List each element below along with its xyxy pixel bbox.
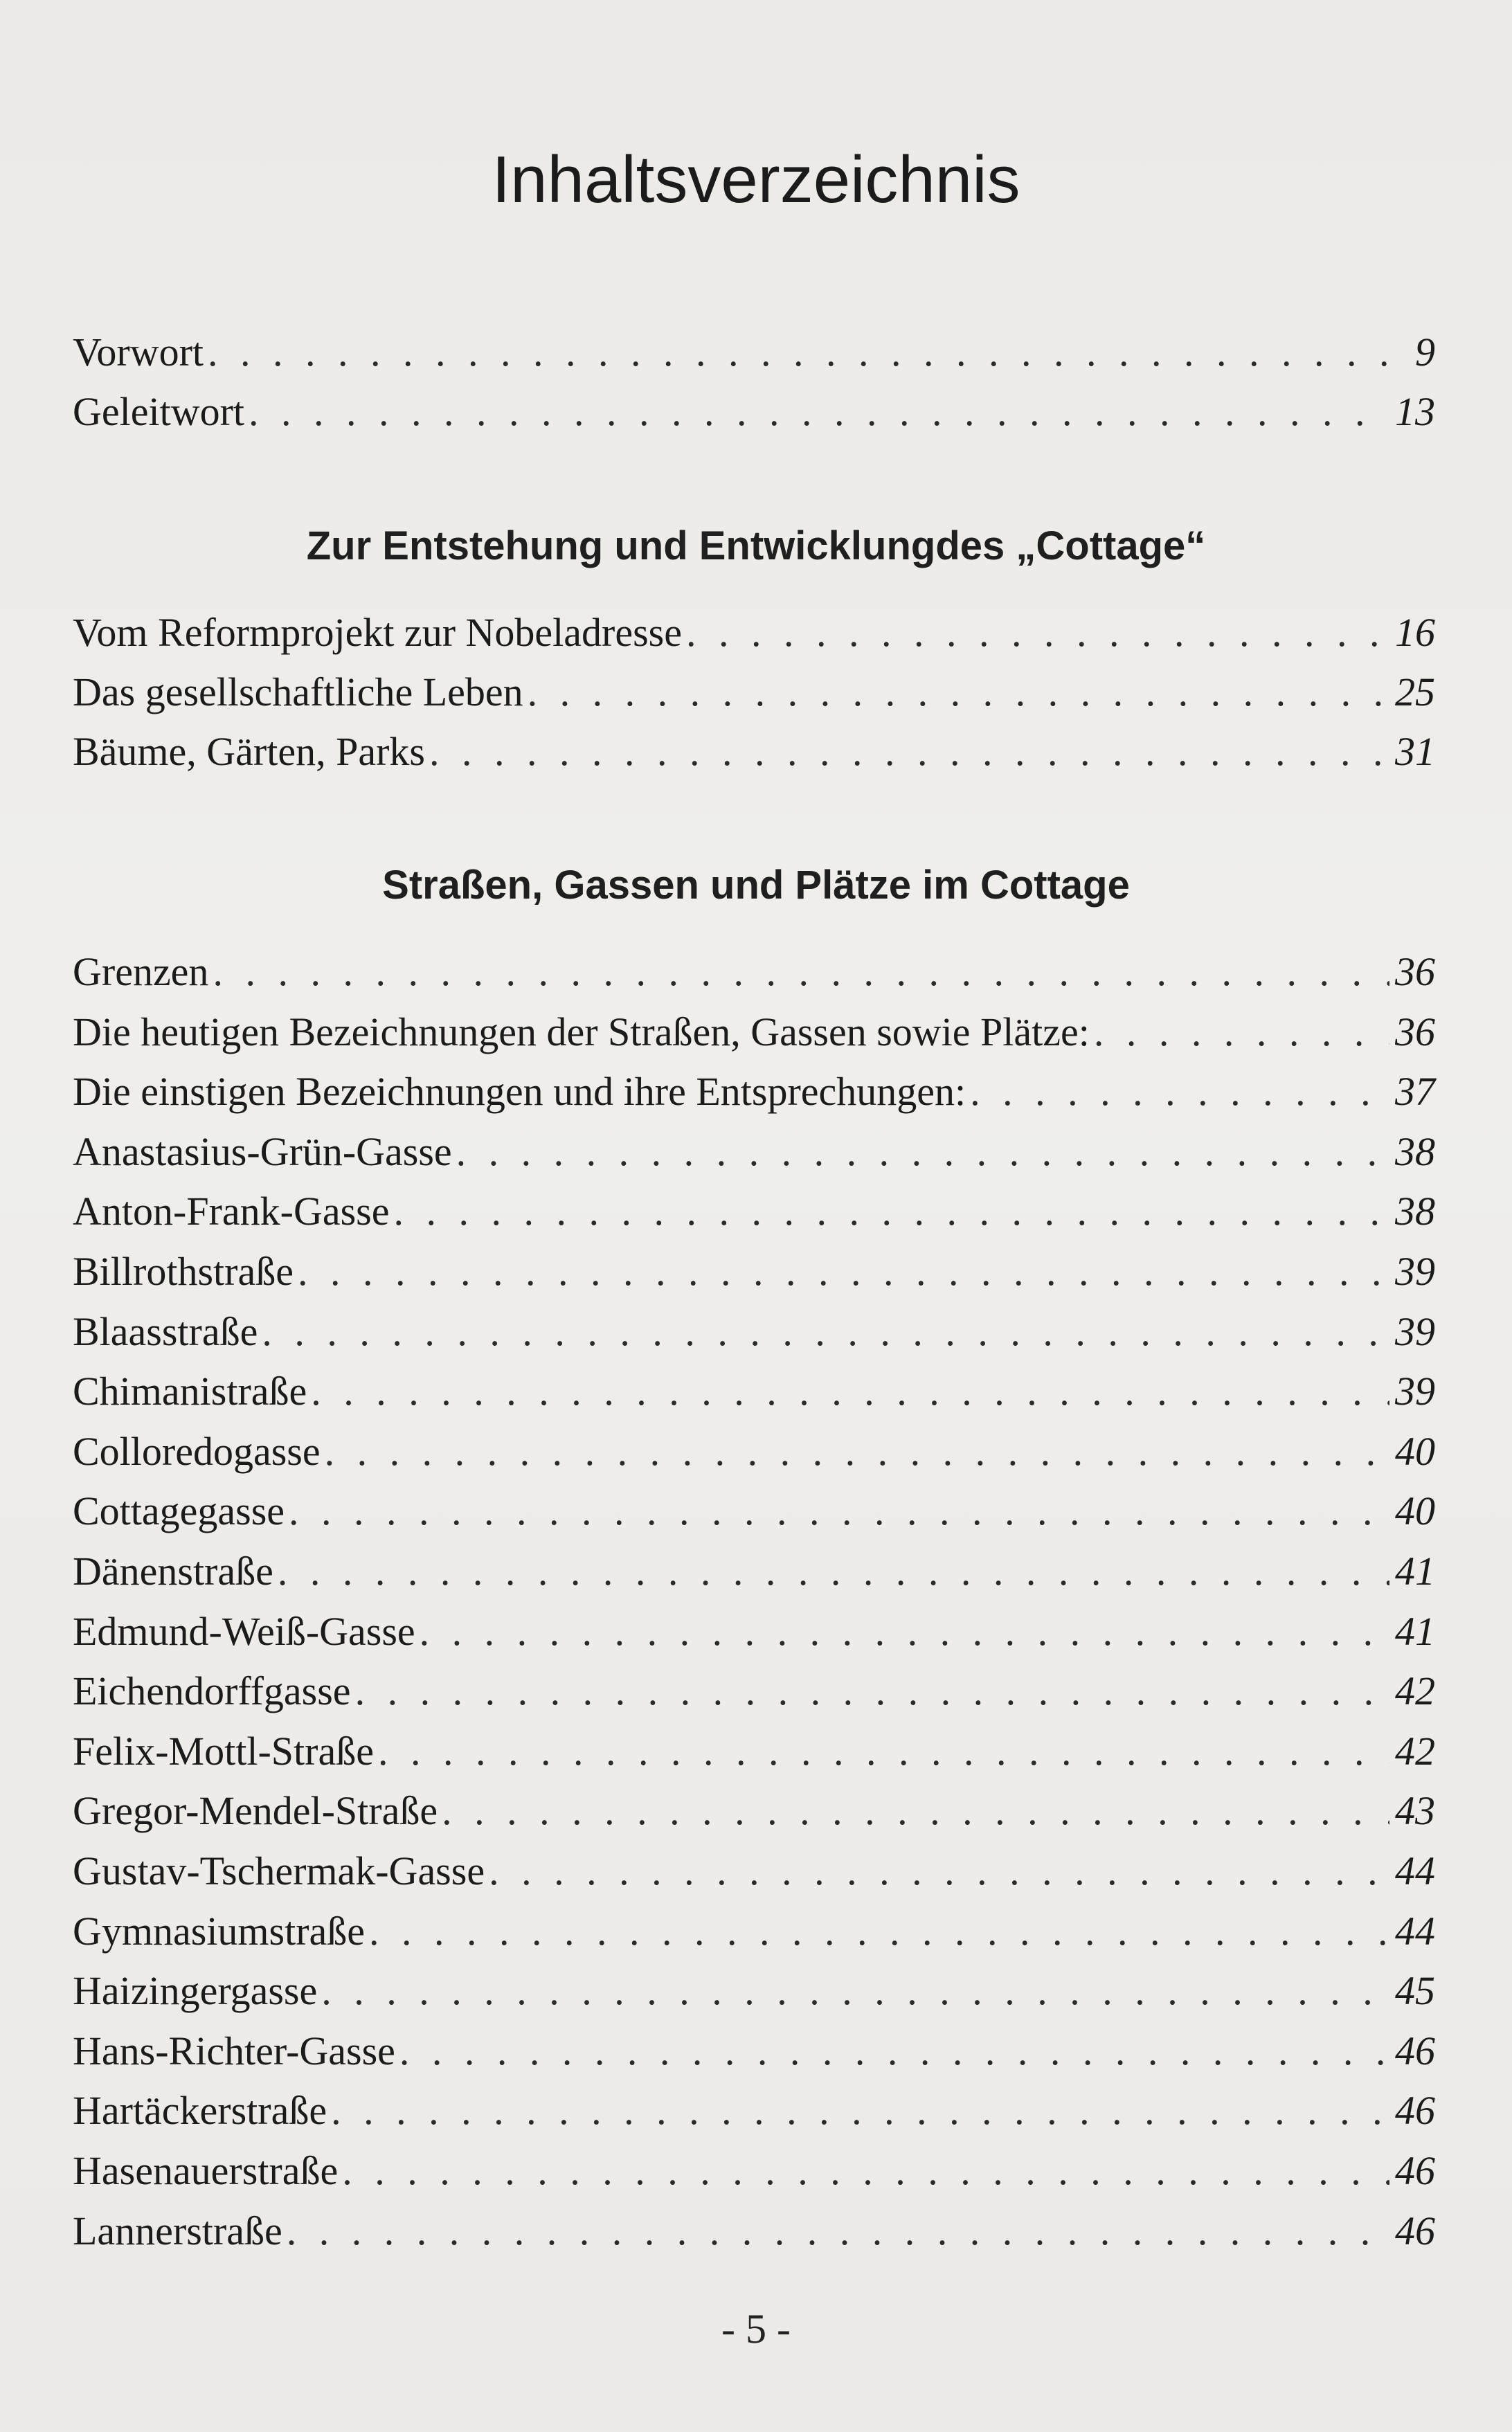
toc-entry-page: 9 xyxy=(1415,330,1435,375)
leader-dots xyxy=(1094,1009,1389,1055)
toc-entry-title: Billrothstraße xyxy=(73,1249,294,1294)
toc-entry-page: 46 xyxy=(1395,2028,1435,2073)
toc-entry-page: 46 xyxy=(1395,2208,1435,2253)
toc-entry xyxy=(73,1428,1435,1488)
leader-dots xyxy=(528,669,1389,715)
toc-entry-page: 46 xyxy=(1395,2088,1435,2134)
toc-entry-title: Anastasius-Grün-Gasse xyxy=(73,1128,452,1174)
toc-entry xyxy=(73,1728,1435,1787)
toc-entry xyxy=(73,1009,1435,1068)
leader-dots xyxy=(331,2087,1389,2134)
toc-entry-page: 40 xyxy=(1395,1428,1435,1474)
toc-entry-title: Eichendorffgasse xyxy=(73,1668,351,1714)
leader-dots xyxy=(970,1068,1389,1115)
toc-entry xyxy=(73,2028,1435,2087)
toc-entry-page: 40 xyxy=(1395,1488,1435,1534)
toc-entry-page: 39 xyxy=(1395,1249,1435,1294)
toc-entry-title: Hasenauerstraße xyxy=(73,2148,339,2193)
toc-entry-title: Edmund-Weiß-Gasse xyxy=(73,1608,415,1654)
section-heading: Zur Entstehung und Entwicklungdes „Cottage“ xyxy=(306,523,1206,568)
toc-entry-title: Colloredogasse xyxy=(73,1428,321,1474)
toc-entry-page: 43 xyxy=(1395,1788,1435,1834)
toc-entry-title: Die einstigen Bezeichnungen und ihre Entsprechungen: xyxy=(73,1069,966,1115)
toc-entry-title: Anton-Frank-Gasse xyxy=(73,1189,390,1234)
toc-entry-page: 16 xyxy=(1395,610,1435,655)
leader-dots xyxy=(262,1308,1389,1355)
toc-entry xyxy=(73,2087,1435,2147)
toc-entry-page: 38 xyxy=(1395,1189,1435,1234)
leader-dots xyxy=(287,2208,1389,2254)
toc-entry-page: 39 xyxy=(1395,1369,1435,1414)
toc-entry-title: Die heutigen Bezeichnungen der Straßen, Gassen sowie Plätze: xyxy=(73,1009,1090,1054)
leader-dots xyxy=(456,1128,1389,1175)
toc-entry xyxy=(73,1068,1435,1128)
toc-entry xyxy=(73,1668,1435,1727)
leader-dots xyxy=(311,1368,1389,1414)
toc-entry-page: 25 xyxy=(1395,669,1435,714)
toc-entry-page: 42 xyxy=(1395,1668,1435,1714)
section-heading: Straßen, Gassen und Plätze im Cottage xyxy=(382,863,1130,908)
toc-entry xyxy=(73,1308,1435,1368)
toc-entry-title: Hartäckerstraße xyxy=(73,2088,327,2134)
toc-entry xyxy=(73,1967,1435,2027)
toc-entry-page: 44 xyxy=(1395,1908,1435,1954)
toc-entry xyxy=(73,948,1435,1008)
page-title: Inhaltsverzeichnis xyxy=(492,143,1020,217)
toc-entry xyxy=(73,1248,1435,1308)
toc-entry-page: 31 xyxy=(1395,729,1435,774)
toc-entry-title: Haizingergasse xyxy=(73,1968,318,2014)
toc-entry xyxy=(73,728,1435,788)
leader-dots xyxy=(686,609,1389,656)
toc-entry-page: 41 xyxy=(1395,1549,1435,1594)
leader-dots xyxy=(378,1728,1389,1774)
toc-entry xyxy=(73,1908,1435,1967)
toc-entry xyxy=(73,1188,1435,1247)
toc-entry-page: 38 xyxy=(1395,1128,1435,1174)
toc-entry-title: Grenzen xyxy=(73,949,209,994)
toc-entry-page: 46 xyxy=(1395,2148,1435,2193)
toc-entry-title: Vom Reformprojekt zur Nobeladresse xyxy=(73,610,682,655)
toc-entry-page: 41 xyxy=(1395,1608,1435,1654)
toc-entry xyxy=(73,669,1435,728)
leader-dots xyxy=(399,2028,1389,2074)
leader-dots xyxy=(213,948,1389,995)
toc-entry-page: 36 xyxy=(1395,949,1435,994)
toc-entry xyxy=(73,1848,1435,1907)
leader-dots xyxy=(289,1488,1389,1534)
leader-dots xyxy=(442,1787,1389,1834)
leader-dots xyxy=(393,1188,1389,1234)
toc-entry-page: 36 xyxy=(1395,1009,1435,1054)
toc-entry xyxy=(73,1128,1435,1188)
toc-entry-page: 39 xyxy=(1395,1308,1435,1354)
toc-entry-title: Dänenstraße xyxy=(73,1549,273,1594)
toc-entry xyxy=(73,1488,1435,1547)
toc-entry xyxy=(73,1368,1435,1427)
leader-dots xyxy=(420,1608,1389,1655)
leader-dots xyxy=(278,1548,1389,1594)
toc-entry xyxy=(73,388,1435,448)
toc-entry-title: Felix-Mottl-Straße xyxy=(73,1728,374,1774)
toc-entry xyxy=(73,1787,1435,1847)
toc-entry-title: Blaasstraße xyxy=(73,1308,258,1354)
toc-entry-page: 13 xyxy=(1395,389,1435,434)
toc-entry-title: Bäume, Gärten, Parks xyxy=(73,729,425,774)
toc-entry xyxy=(73,329,1435,388)
leader-dots xyxy=(429,728,1389,775)
toc-entry xyxy=(73,2147,1435,2207)
leader-dots xyxy=(325,1428,1389,1475)
leader-dots xyxy=(298,1248,1389,1295)
leader-dots xyxy=(208,329,1389,375)
toc-entry xyxy=(73,1608,1435,1668)
toc-entry xyxy=(73,1548,1435,1607)
toc-entry-title: Gregor-Mendel-Straße xyxy=(73,1788,438,1834)
toc-entry-title: Lannerstraße xyxy=(73,2208,282,2253)
leader-dots xyxy=(342,2147,1389,2194)
leader-dots xyxy=(369,1908,1389,1954)
page-number: - 5 - xyxy=(721,2306,791,2352)
toc-entry-page: 42 xyxy=(1395,1728,1435,1774)
leader-dots xyxy=(321,1967,1389,2014)
toc-entry-title: Cottagegasse xyxy=(73,1488,285,1534)
toc-entry-title: Das gesellschaftliche Leben xyxy=(73,669,523,714)
toc-entry-page: 45 xyxy=(1395,1968,1435,2014)
toc-entry xyxy=(73,609,1435,669)
toc-entry-page: 44 xyxy=(1395,1848,1435,1893)
toc-entry-title: Gymnasiumstraße xyxy=(73,1908,366,1954)
leader-dots xyxy=(355,1668,1389,1714)
toc-entry-title: Chimanistraße xyxy=(73,1369,307,1414)
toc-entry-title: Geleitwort xyxy=(73,389,245,434)
toc-entry-page: 37 xyxy=(1395,1069,1435,1115)
toc-entry-title: Gustav-Tschermak-Gasse xyxy=(73,1848,485,1893)
leader-dots xyxy=(249,388,1389,435)
leader-dots xyxy=(489,1848,1389,1894)
toc-entry-title: Vorwort xyxy=(73,330,204,375)
toc-entry xyxy=(73,2208,1435,2267)
toc-entry-title: Hans-Richter-Gasse xyxy=(73,2028,395,2073)
